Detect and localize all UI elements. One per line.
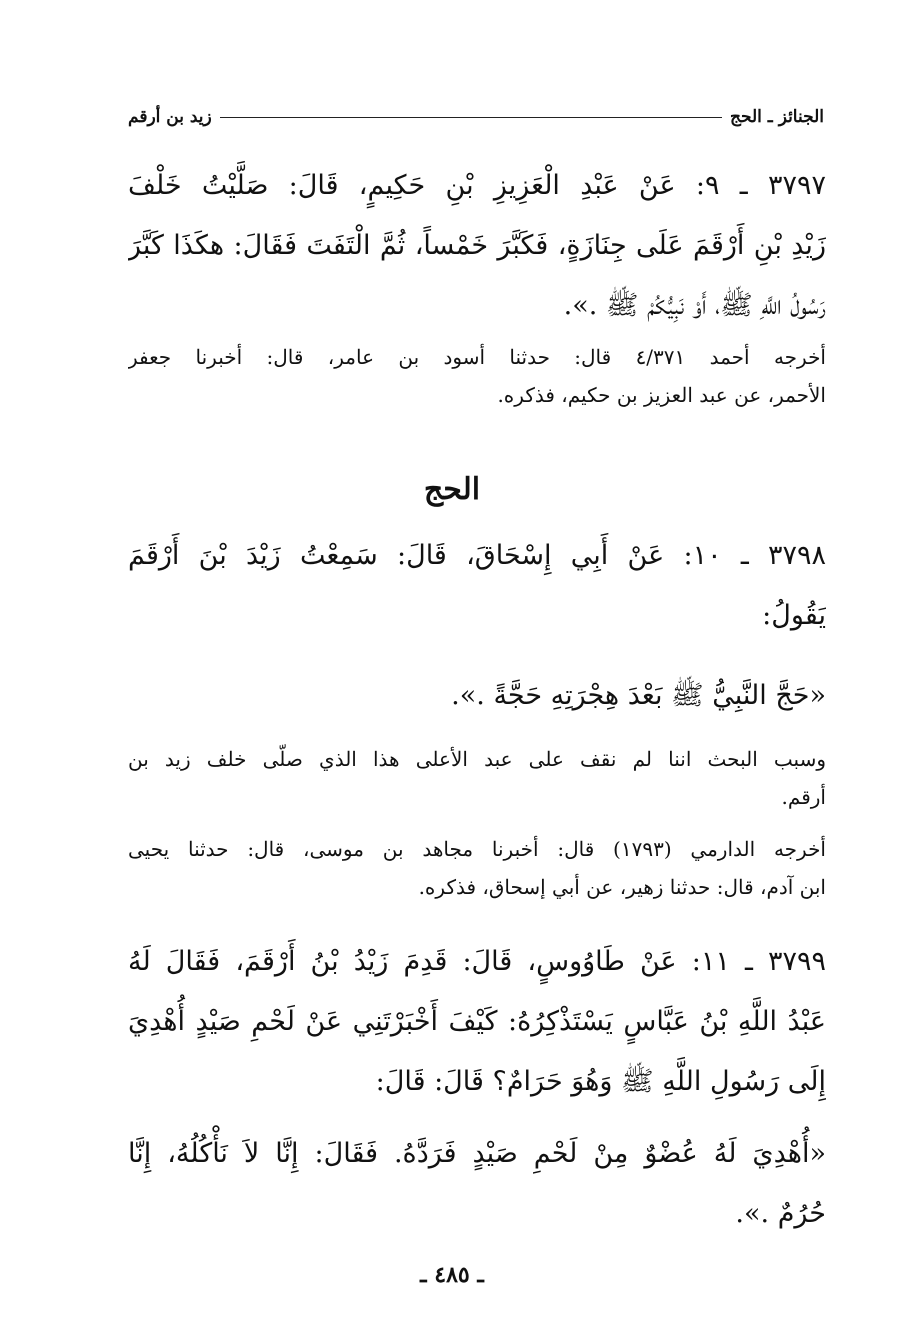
hadith-3799-line-3: إِلَى رَسُولِ اللَّهِ ﷺ وَهُوَ حَرَامٌ؟ قَالَ: قَالَ: [375,1066,826,1097]
takhrij-3798 [128,830,826,906]
hadith-3797-line-3: رَسُولُ اللَّهِ ﷺ، أَوْ نَبِيُّكُمْ ﷺ .». [563,290,826,321]
section-title-hajj: الحج [423,472,481,507]
header-chapter-title: الجنائز ـ الحج [730,107,824,127]
header-companion-name: زيد بن أرقم [128,107,212,127]
quote-3799-line-2: حُرُمٌ .». [735,1198,826,1229]
quote-3799 [128,1124,826,1244]
takhrij-3798-line-1: أخرجه الدارمي (١٧٩٣) قال: أخبرنا مجاهد بن موسى، قال: حدثنا يحيى [128,837,826,861]
hadith-3798-line-1: ٣٧٩٨ ـ ١٠: عَنْ أَبِي إِسْحَاقَ، قَالَ: سَمِعْتُ زَيْدَ بْنَ أَرْقَمَ [128,540,826,571]
running-header [128,100,824,134]
takhrij-3797-line-1: أخرجه أحمد ٤/٣٧١ قال: حدثنا أسود بن عامر، قال: أخبرنا جعفر [128,345,826,369]
hadith-3799 [128,932,826,1112]
hadith-3797 [128,156,826,336]
takhrij-3798-line-2: ابن آدم، قال: حدثنا زهير، عن أبي إسحاق، فذكره. [418,875,826,899]
note-3798-line-1: وسبب البحث اننا لم نقف على عبد الأعلى هذا الذي صلّى خلف زيد بن [128,747,826,771]
page-number: ـ ٤٨٥ ـ [420,1262,484,1288]
quote-3799-line-1: «أُهْدِيَ لَهُ عُضْوٌ مِنْ لَحْمِ صَيْدٍ فَرَدَّهُ. فَقَالَ: إِنَّا لاَ نَأْكُلُهُ، إِنَّا [128,1138,826,1169]
hadith-3798-line-2: يَقُولُ: [762,600,826,631]
hadith-3799-line-2: عَبْدُ اللَّهِ بْنُ عَبَّاسٍ يَسْتَذْكِرُهُ: كَيْفَ أَخْبَرْتَنِي عَنْ لَحْمِ صَيْدٍ أُهْدِيَ [128,1006,826,1037]
hadith-3797-line-1: ٣٧٩٧ ـ ٩: عَنْ عَبْدِ الْعَزِيزِ بْنِ حَكِيمٍ، قَالَ: صَلَّيْتُ خَلْفَ [128,170,826,201]
hadith-3797-line-2: زَيْدِ بْنِ أَرْقَمَ عَلَى جِنَازَةٍ، فَكَبَّرَ خَمْساً، ثُمَّ الْتَفَتَ فَقَالَ: هكَذَا كَبَّرَ [128,230,826,261]
note-3798-line-2: أرقم. [781,785,826,809]
quote-3798-line: «حَجَّ النَّبِيُّ ﷺ بَعْدَ هِجْرَتِهِ حَجَّةً .». [451,680,826,711]
takhrij-3797 [128,338,826,414]
takhrij-3797-line-2: الأحمر، عن عبد العزيز بن حكيم، فذكره. [497,383,826,407]
hadith-3799-line-1: ٣٧٩٩ ـ ١١: عَنْ طَاوُوسٍ، قَالَ: قَدِمَ زَيْدُ بْنُ أَرْقَمَ، فَقَالَ لَهُ [128,946,826,977]
note-3798 [128,740,826,816]
hadith-3798 [128,526,826,646]
quote-3798 [128,666,826,726]
header-rule [220,117,722,118]
